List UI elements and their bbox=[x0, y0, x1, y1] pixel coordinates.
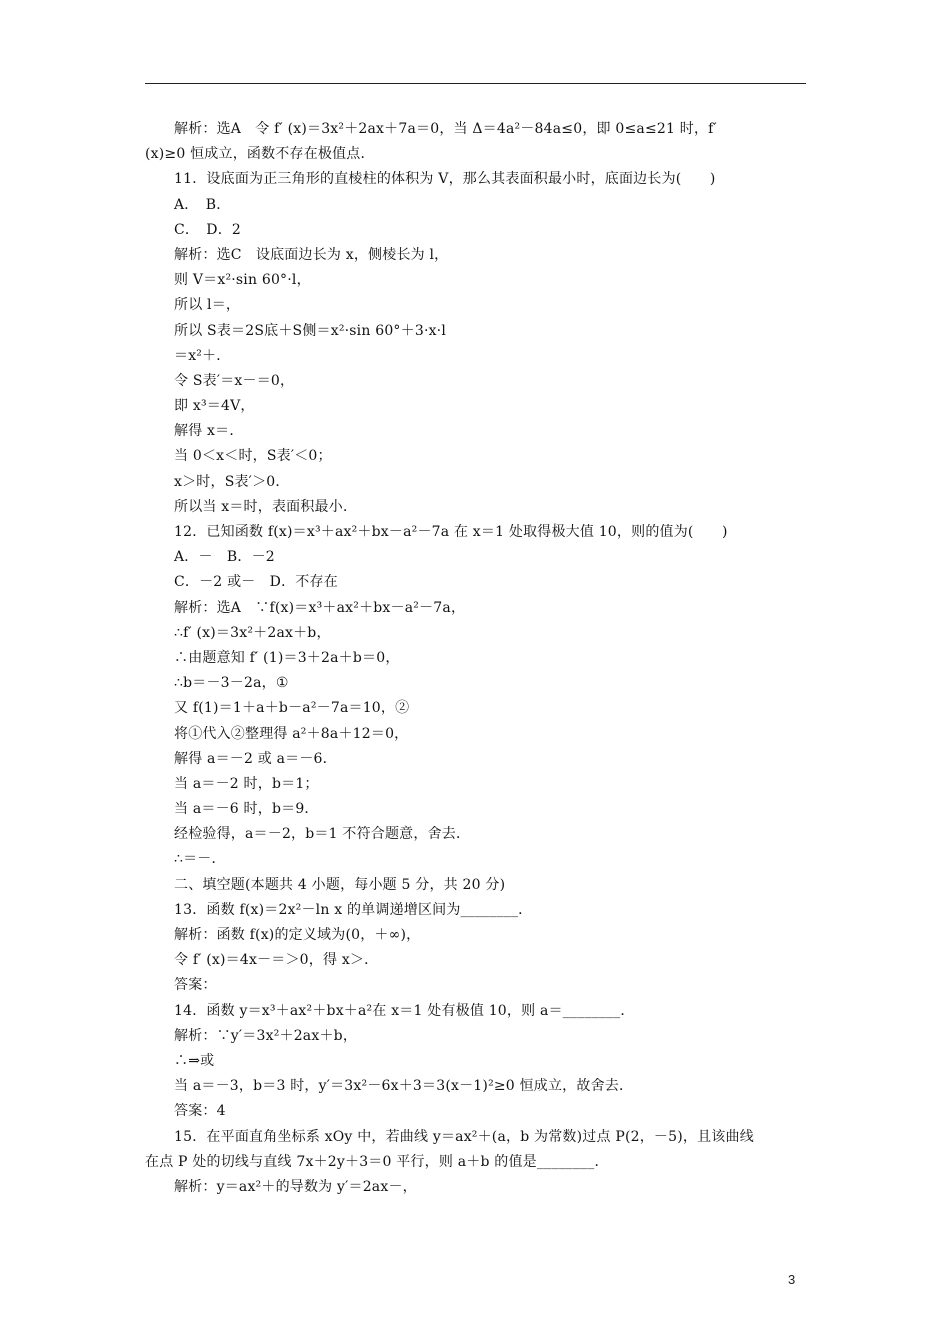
text-line: 13．函数 f(x)＝2x²－ln x 的单调递增区间为________． bbox=[174, 901, 533, 918]
text-line: ∴b＝－3－2a，① bbox=[174, 675, 289, 692]
text-line: x＞时，S表′＞0． bbox=[174, 473, 290, 490]
text-line: 当 a＝－3，b＝3 时，y′＝3x²－6x＋3＝3(x－1)²≥0 恒成立，故舍去． bbox=[174, 1078, 634, 1095]
text-line: ∴由题意知 f′ (1)＝3＋2a＋b＝0， bbox=[174, 649, 400, 666]
text-line: 解析：∵y′＝3x²＋2ax＋b， bbox=[174, 1027, 358, 1044]
text-line: 解得 a＝－2 或 a＝－6． bbox=[174, 750, 337, 767]
text-line: 11．设底面为正三角形的直棱柱的体积为 V，那么其表面积最小时，底面边长为( ) bbox=[174, 171, 716, 188]
text-line: 二、填空题(本题共 4 小题，每小题 5 分，共 20 分) bbox=[174, 876, 506, 893]
text-line: ∴⇒或 bbox=[174, 1052, 215, 1069]
text-line: 15．在平面直角坐标系 xOy 中，若曲线 y＝ax²＋(a，b 为常数)过点 P(2，－5)，且该曲线 bbox=[174, 1128, 754, 1145]
text-line: 当 a＝－2 时，b＝1； bbox=[174, 775, 319, 792]
text-line: 当 0＜x＜时，S表′＜0； bbox=[174, 448, 332, 465]
text-line: 解析：选A ∵f(x)＝x³＋ax²＋bx－a²－7a， bbox=[174, 599, 466, 616]
text-line: 解析：y＝ax²＋的导数为 y′＝2ax－， bbox=[174, 1178, 417, 1195]
text-line: 将①代入②整理得 a²＋8a＋12＝0， bbox=[174, 725, 409, 742]
text-line: 即 x³＝4V， bbox=[174, 398, 255, 415]
text-line: 当 a＝－6 时，b＝9． bbox=[174, 801, 319, 818]
text-line: 解析：选A 令 f′ (x)＝3x²＋2ax＋7a＝0，当 Δ＝4a²－84a≤0，即 0≤a≤21 时，f′ bbox=[174, 121, 717, 137]
text-line: 所以 l＝， bbox=[174, 297, 241, 314]
text-line: 经检验得，a＝－2，b＝1 不符合题意，舍去． bbox=[174, 826, 471, 843]
document-body bbox=[145, 117, 809, 1200]
text-line: 解得 x＝． bbox=[174, 423, 244, 440]
text-line: 令 f′ (x)＝4x－＝＞0，得 x＞． bbox=[174, 952, 379, 969]
text-line: 14．函数 y＝x³＋ax²＋bx＋a²在 x＝1 处有极值 10，则 a＝________． bbox=[174, 1002, 635, 1019]
text-line: 所以 S表＝2S底＋S侧＝x²·sin 60°＋3·x·l bbox=[174, 322, 447, 339]
text-line: 又 f(1)＝1＋a＋b－a²－7a＝10，② bbox=[174, 700, 410, 717]
text-line: 解析：选C 设底面边长为 x，侧棱长为 l， bbox=[174, 246, 449, 263]
text-line: ＝x²＋． bbox=[174, 347, 231, 364]
text-line: (x)≥0 恒成立，函数不存在极值点． bbox=[145, 146, 375, 163]
text-line: 在点 P 处的切线与直线 7x＋2y＋3＝0 平行，则 a＋b 的值是________． bbox=[145, 1153, 609, 1170]
text-line: ∴f′ (x)＝3x²＋2ax＋b， bbox=[174, 624, 331, 641]
text-line: 所以当 x＝时，表面积最小． bbox=[174, 498, 358, 515]
text-line: 答案： bbox=[174, 977, 217, 994]
page-number: 3 bbox=[788, 1272, 796, 1287]
text-line: 解析：函数 f(x)的定义域为(0，＋∞)， bbox=[174, 927, 421, 943]
text-line: 则 V＝x²·sin 60°·l， bbox=[174, 272, 311, 289]
text-line: C．－2 或－ D．不存在 bbox=[174, 574, 338, 591]
header-rule bbox=[145, 83, 806, 84]
text-line: ∴＝－． bbox=[174, 851, 226, 868]
text-line: 答案：4 bbox=[174, 1103, 226, 1120]
text-line: C． D．2 bbox=[174, 221, 242, 238]
text-line: A．－ B．－2 bbox=[174, 549, 275, 566]
text-line: 令 S表′＝x－＝0， bbox=[174, 372, 295, 389]
text-line: A． B． bbox=[174, 196, 231, 213]
text-line: 12．已知函数 f(x)＝x³＋ax²＋bx－a²－7a 在 x＝1 处取得极大值 10，则的值为( ) bbox=[174, 524, 728, 540]
